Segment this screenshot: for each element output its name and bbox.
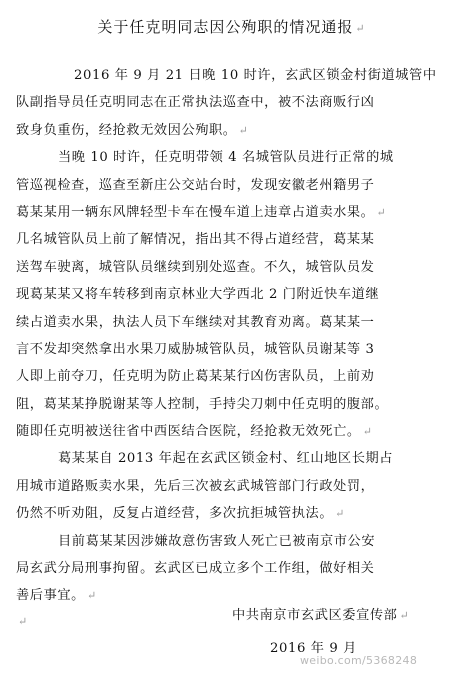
body-line: 随即任克明被送往省中西医结合医院，经抢救无效死亡。 ↵ bbox=[16, 424, 373, 440]
watermark: weibo.com/5368248 bbox=[300, 654, 418, 667]
body-line: 几名城管队员上前了解情况，指出其不得占道经营，葛某某 bbox=[16, 232, 375, 248]
body-line: 善后事宜。 ↵ bbox=[16, 588, 97, 604]
body-line: 葛某某自 2013 年起在玄武区锁金村、红山地区长期占 bbox=[58, 451, 394, 467]
body-line: 续占道卖水果，执法人员下车继续对其教育劝离。葛某某一 bbox=[16, 314, 375, 330]
body-line: 葛某某用一辆东风牌轻型卡车在慢车道上违章占道卖水果。 ↵ bbox=[16, 204, 387, 220]
body-line: 队副指导员任克明同志在正常执法巡查中，被不法商贩行凶 bbox=[16, 95, 375, 111]
body-line: 人即上前夺刀，任克明为防止葛某某行凶伤害队员，上前劝 bbox=[16, 369, 375, 385]
body-line: 2016 年 9 月 21 日晚 10 时许，玄武区锁金村街道城管中 bbox=[74, 68, 437, 83]
title-text: 关于任克明同志因公殉职的情况通报 bbox=[97, 18, 354, 36]
body-line: 目前葛某某因涉嫌故意伤害致人死亡已被南京市公安 bbox=[58, 533, 376, 549]
body-line: 当晚 10 时许，任克明带领 4 名城管队员进行正常的城 bbox=[58, 150, 394, 166]
body-line: 言不发却突然拿出水果刀威胁城管队员，城管队员谢某等 3 bbox=[16, 341, 375, 357]
body-line: 现葛某某又将车转移到南京林业大学西北 2 门附近快车道继 bbox=[16, 287, 380, 303]
document-body bbox=[16, 62, 450, 637]
paragraph-mark: ↵ bbox=[355, 22, 366, 35]
document-title bbox=[0, 16, 463, 37]
body-line: 阻，葛某某挣脱谢某等人控制，手持尖刀刺中任克明的腹部。 bbox=[16, 396, 389, 412]
signature-organization: 中共南京市玄武区委宣传部 ↵ bbox=[232, 608, 410, 623]
blank-line: ↵ bbox=[18, 614, 28, 628]
body-line: 局玄武分局刑事拘留。玄武区已成立多个工作组，做好相关 bbox=[16, 561, 375, 577]
body-line: 仍然不听劝阻，反复占道经营，多次抗拒城管执法。 ↵ bbox=[16, 506, 345, 522]
body-line: 送驾车驶离，城管队员继续到别处巡查。不久，城管队员发 bbox=[16, 259, 375, 275]
body-line: 管巡视检查，巡查至新庄公交站台时，发现安徽老州籍男子 bbox=[16, 177, 375, 193]
body-line: 用城市道路贩卖水果，先后三次被玄武城管部门行政处罚， bbox=[16, 478, 375, 494]
body-line: 致身负重伤，经抢救无效因公殉职。 ↵ bbox=[16, 122, 249, 138]
signature-date: 2016 年 9 月 bbox=[270, 641, 357, 656]
